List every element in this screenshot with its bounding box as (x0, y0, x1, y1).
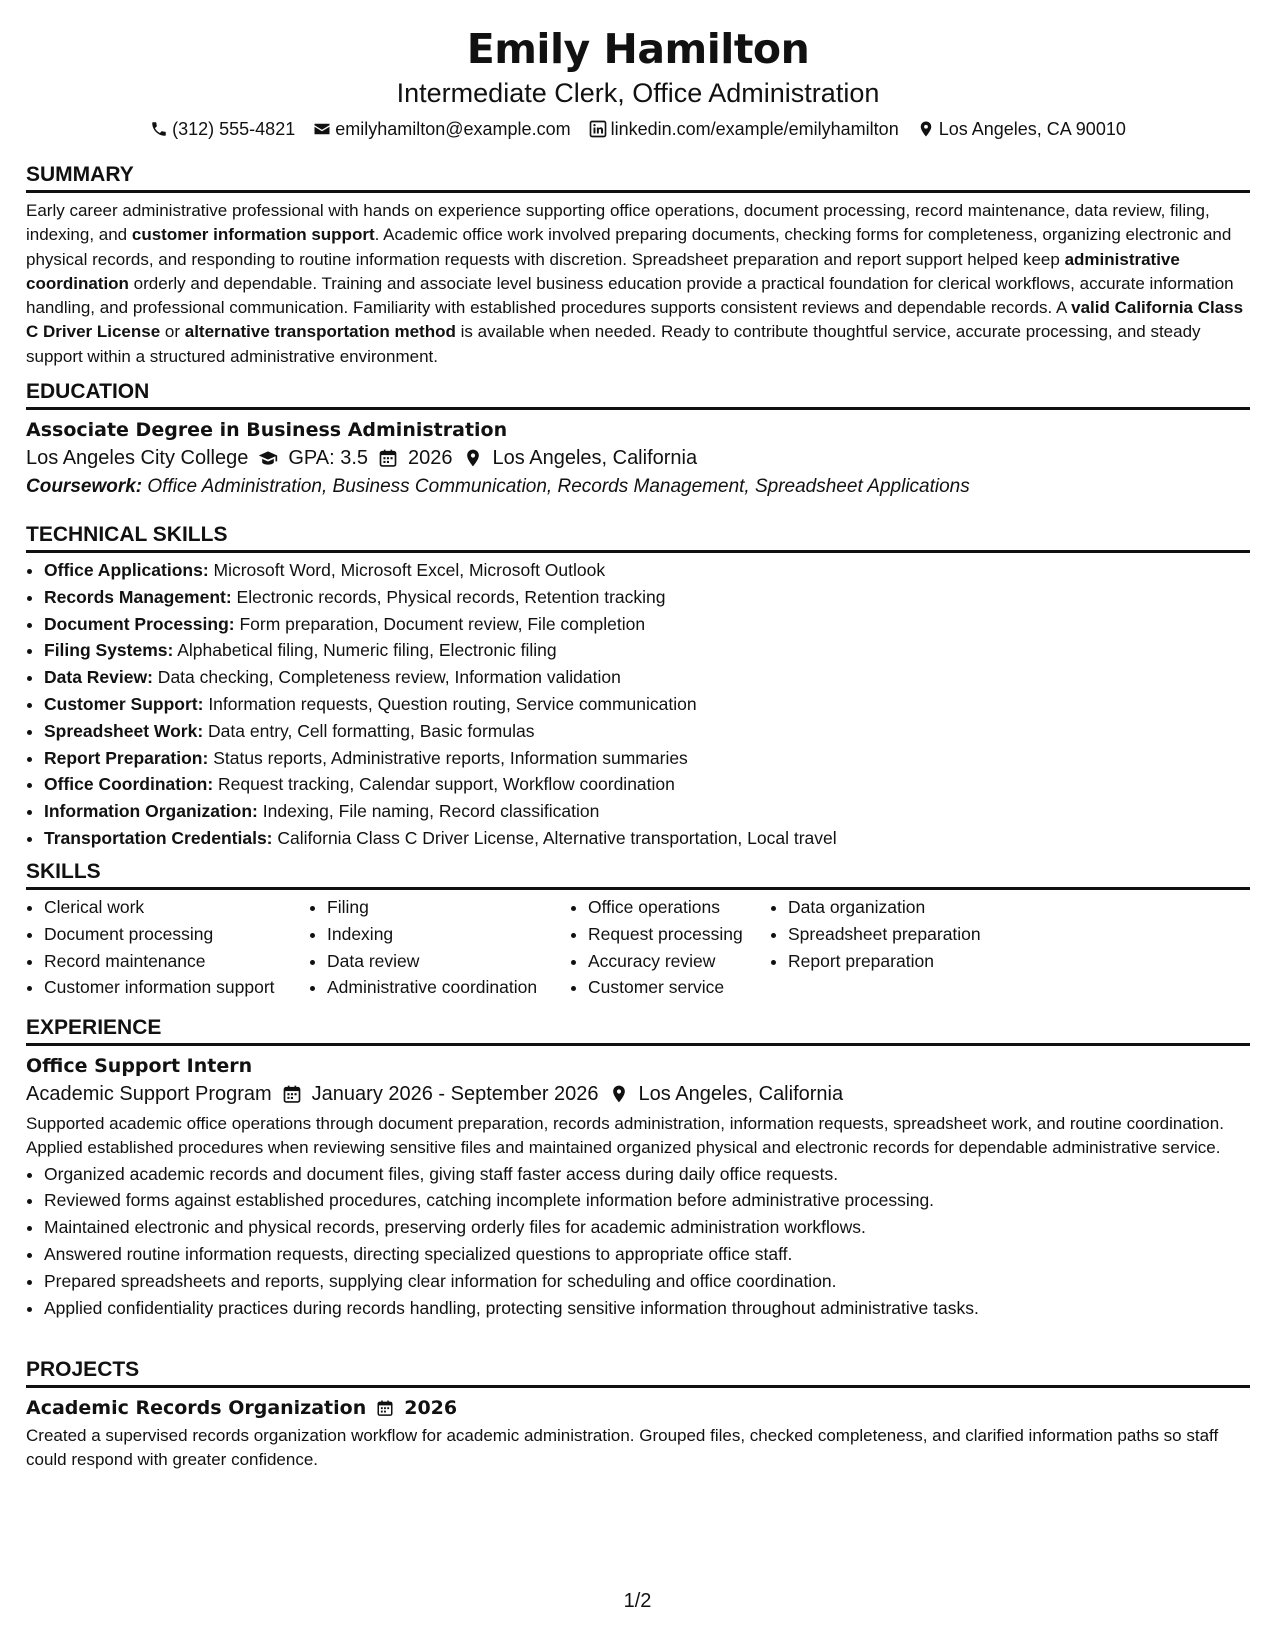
technical-skill-label: Information Organization: (44, 801, 258, 822)
projects-section (26, 1357, 1250, 1473)
summary-fragment: is available when needed. Ready to contribute thoughtful service, accurate processing, and steady support within a structured administrative environment. (26, 322, 1201, 366)
map-pin-icon (463, 448, 483, 468)
summary-fragment: orderly and dependable. Training and associate level business education provide a practical foundation for clerical workflows, accurate information handling, and professional communication. Familiarity with established procedures supports consistent reviews and dependable records. A (26, 273, 1234, 318)
experience-description: Supported academic office operations through document preparation, records administration, information requests, spreadsheet work, and routine coordination. Applied established procedures when reviewing sensitive files and maintained organized physical and electronic records for dependable administrative service. (26, 1114, 1224, 1158)
skill-item: • Data organization (788, 894, 1000, 921)
skill-item: • Record maintenance (44, 948, 309, 975)
technical-skill-values: California Class C Driver License, Alternative transportation, Local travel (272, 827, 837, 848)
resume-header (26, 22, 1250, 140)
technical-skill-values: Microsoft Word, Microsoft Excel, Microsoft Outlook (208, 560, 606, 580)
technical-skill-item (44, 584, 1250, 611)
skill-item: • Office operations (588, 894, 770, 921)
skill-item: • Data review (327, 948, 570, 975)
section-heading-education: EDUCATION (26, 379, 1250, 410)
technical-skill-label: Data Review: (44, 667, 153, 688)
technical-skill-item (44, 637, 1250, 664)
summary-text (26, 199, 1250, 369)
coursework-list: Office Administration, Business Communication, Records Management, Spreadsheet Applications (142, 476, 970, 497)
school-name: Los Angeles City College (26, 447, 249, 469)
contact-phone-text: (312) 555-4821 (172, 119, 296, 139)
experience-meta (26, 1080, 1250, 1108)
technical-skill-values: Information requests, Question routing, Service communication (203, 693, 697, 714)
map-pin-icon (917, 120, 935, 138)
technical-skill-label: Transportation Credentials: (44, 827, 273, 848)
summary-fragment: or (160, 322, 185, 342)
technical-skill-item (44, 825, 1250, 852)
section-heading-experience: EXPERIENCE (26, 1015, 1250, 1046)
education-location: Los Angeles, California (492, 447, 698, 469)
summary-highlight: customer information support (131, 225, 375, 245)
contact-linkedin[interactable] (589, 118, 899, 140)
calendar-icon (282, 1084, 302, 1104)
technical-skill-item (44, 718, 1250, 745)
experience-bullet: • Reviewed forms against established procedures, catching incomplete information before administrative processing. (44, 1187, 1250, 1214)
experience-role: Office Support Intern (26, 1055, 253, 1077)
skill-item: • Accuracy review (588, 948, 770, 975)
contact-linkedin-text: linkedin.com/example/emilyhamilton (610, 119, 899, 139)
summary-highlight: valid California Class C Driver License (26, 298, 1244, 342)
technical-skill-item (44, 664, 1250, 691)
experience-bullet: • Maintained electronic and physical records, preserving orderly files for academic administration workflows. (44, 1214, 1250, 1241)
experience-dates: January 2026 - September 2026 (311, 1083, 599, 1105)
skills-section (26, 859, 1250, 1001)
skills-column (26, 894, 309, 1001)
experience-bullets (26, 1161, 1250, 1322)
technical-skill-label: Document Processing: (44, 613, 235, 634)
contact-location-text: Los Angeles, CA 90010 (938, 119, 1126, 139)
skills-column (570, 894, 770, 1001)
technical-skill-values: Indexing, File naming, Record classification (257, 801, 600, 822)
candidate-name: Emily Hamilton (466, 25, 810, 73)
technical-skill-label: Records Management: (44, 586, 232, 607)
skill-item: • Filing (327, 894, 570, 921)
technical-skill-item (44, 745, 1250, 772)
resume-page (26, 22, 1250, 1470)
technical-skill-values: Data entry, Cell formatting, Basic formulas (203, 720, 535, 741)
experience-bullet: • Prepared spreadsheets and reports, supplying clear information for scheduling and office coordination. (44, 1268, 1250, 1295)
skill-item: • Administrative coordination (327, 974, 570, 1001)
skill-item: • Request processing (588, 921, 770, 948)
technical-skill-item (44, 771, 1250, 798)
skill-item: • Indexing (327, 921, 570, 948)
linkedin-icon (589, 120, 607, 138)
section-heading-summary: SUMMARY (26, 162, 1250, 193)
project-title-line (26, 1394, 1250, 1422)
summary-fragment: Early career administrative professional with hands on experience supporting office operations, document processing, record maintenance, data review, filing, indexing, and (26, 201, 1210, 245)
technical-skills-section (26, 522, 1250, 852)
graduation-cap-icon (258, 448, 278, 468)
summary-highlight: alternative transportation method (184, 322, 456, 342)
contact-location (917, 118, 1126, 140)
section-heading-projects: PROJECTS (26, 1357, 1250, 1388)
technical-skill-item (44, 798, 1250, 825)
experience-org: Academic Support Program (26, 1083, 272, 1105)
skills-column (309, 894, 570, 1001)
technical-skill-values: Form preparation, Document review, File completion (234, 613, 646, 634)
technical-skill-item (44, 691, 1250, 718)
coursework-label: Coursework: (26, 476, 143, 497)
technical-skill-values: Data checking, Completeness review, Information validation (152, 667, 621, 688)
skill-item: • Customer information support (44, 974, 309, 1001)
technical-skill-values: Status reports, Administrative reports, Information summaries (208, 747, 688, 768)
technical-skill-item (44, 557, 1250, 584)
education-meta (26, 444, 1250, 472)
section-heading-technical-skills: TECHNICAL SKILLS (26, 522, 1250, 553)
education-section (26, 379, 1250, 502)
map-pin-icon (609, 1084, 629, 1104)
technical-skill-values: Request tracking, Calendar support, Workflow coordination (213, 774, 675, 795)
technical-skills-list (26, 557, 1250, 852)
page-number: 1/2 (623, 1590, 652, 1612)
technical-skill-values: Alphabetical filing, Numeric filing, Electronic filing (173, 640, 557, 661)
technical-skill-label: Office Coordination: (44, 774, 214, 795)
skill-item: • Document processing (44, 921, 309, 948)
contact-email-text: emilyhamilton@example.com (335, 119, 571, 139)
skill-item: • Customer service (588, 974, 770, 1001)
experience-section (26, 1015, 1250, 1321)
experience-bullet: • Applied confidentiality practices during records handling, protecting sensitive information throughout administrative tasks. (44, 1295, 1250, 1322)
project-description: Created a supervised records organization workflow for academic administration. Grouped files, checked completeness, and clarified information paths so staff could respond with greater confidence. (26, 1426, 1219, 1470)
gpa-text: GPA: 3.5 (288, 447, 369, 469)
phone-icon (150, 120, 168, 138)
contact-email[interactable] (313, 118, 570, 140)
calendar-icon (376, 1399, 394, 1417)
technical-skill-label: Filing Systems: (44, 640, 174, 661)
summary-fragment: . Academic office work involved preparing documents, checking forms for completeness, organizing electronic and physical records, and responding to routine information requests with discretion. Spreadsheet preparation and report support helped keep (26, 225, 1232, 269)
technical-skill-item (44, 611, 1250, 638)
project-name: Academic Records Organization (26, 1397, 367, 1419)
experience-location: Los Angeles, California (638, 1083, 844, 1105)
project-year: 2026 (404, 1397, 458, 1419)
contact-line (26, 118, 1250, 140)
skill-item: • Spreadsheet preparation (788, 921, 1000, 948)
education-year: 2026 (408, 447, 453, 469)
technical-skill-label: Customer Support: (44, 693, 204, 714)
skill-item: • Clerical work (44, 894, 309, 921)
calendar-icon (378, 448, 398, 468)
technical-skill-label: Report Preparation: (44, 747, 209, 768)
technical-skill-label: Office Applications: (44, 560, 209, 580)
degree-title: Associate Degree in Business Administration (26, 419, 508, 441)
technical-skill-label: Spreadsheet Work: (44, 720, 204, 741)
technical-skill-values: Electronic records, Physical records, Retention tracking (231, 586, 666, 607)
contact-phone[interactable] (150, 118, 295, 140)
experience-bullet: • Organized academic records and document files, giving staff faster access during daily office requests. (44, 1161, 1250, 1188)
skill-item: • Report preparation (788, 948, 1000, 975)
envelope-icon (313, 120, 331, 138)
candidate-title: Intermediate Clerk, Office Administration (396, 78, 880, 108)
skills-columns (26, 894, 1250, 1001)
summary-highlight: administrative coordination (26, 249, 1180, 293)
summary-section (26, 162, 1250, 369)
coursework-line (26, 472, 1250, 502)
experience-bullet: • Answered routine information requests, directing specialized questions to appropriate office staff. (44, 1241, 1250, 1268)
skills-column (770, 894, 1000, 1001)
section-heading-skills: SKILLS (26, 859, 1250, 890)
